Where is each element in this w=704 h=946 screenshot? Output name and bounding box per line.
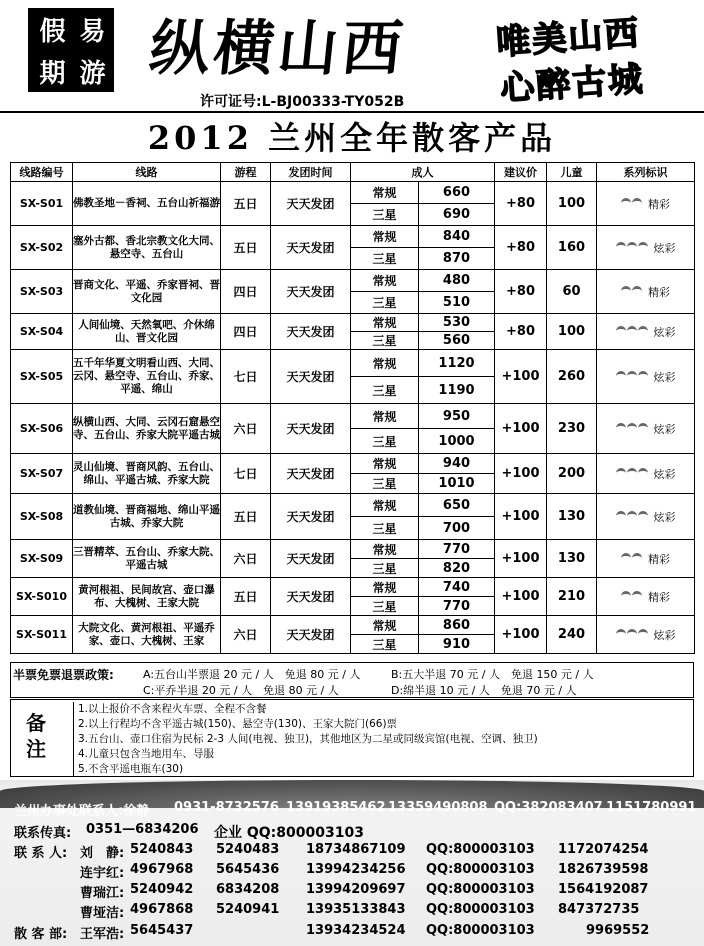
route-name: 塞外古都、香北宗教文化大同、悬空寺、五台山 xyxy=(73,226,221,270)
adult-class: 三星 xyxy=(351,332,419,350)
series-mark xyxy=(597,404,695,454)
mountain-icon xyxy=(616,371,648,382)
route-departure: 天天发团 xyxy=(271,404,351,454)
adult-class: 常规 xyxy=(351,578,419,597)
corp-qq: 企业 QQ:800003103 xyxy=(214,825,364,841)
table-row xyxy=(11,454,695,474)
child-price: 130 xyxy=(547,494,597,540)
route-days: 七日 xyxy=(221,454,271,494)
policy-label: 半票免票退票政策: xyxy=(13,668,114,682)
scatter-row xyxy=(14,923,650,942)
adult-price: 660 xyxy=(419,182,495,204)
route-name: 大院文化、黄河根祖、平遥乔家、壶口、大槐树、王家 xyxy=(73,616,221,654)
series-mark xyxy=(597,540,695,578)
route-days: 七日 xyxy=(221,350,271,404)
office-label: 兰州办事处联系人:徐静 xyxy=(14,804,150,819)
contact-mobile: 18734867109 xyxy=(306,842,406,857)
adult-price: 770 xyxy=(419,540,495,559)
child-price: 100 xyxy=(547,314,597,350)
route-days: 四日 xyxy=(221,314,271,350)
table-row xyxy=(11,226,695,248)
contact-name: 曹垭洁: xyxy=(80,906,125,921)
fax-number: 0351—6834206 xyxy=(86,822,199,837)
series-label: 炫彩 xyxy=(653,370,676,384)
route-name: 晋商文化、平遥、乔家晋祠、晋文化园 xyxy=(73,270,221,314)
header-divider xyxy=(0,111,704,113)
series-mark xyxy=(597,270,695,314)
adult-class: 三星 xyxy=(351,559,419,578)
route-code: SX-S02 xyxy=(11,226,73,270)
contact-qq2: 847372735 xyxy=(558,902,640,917)
policy-b: B:五大半退 70 元 / 人 免退 150 元 / 人 xyxy=(391,668,594,681)
badge-char: 游 xyxy=(79,58,106,89)
mountain-icon xyxy=(616,629,648,640)
suggested-price: +100 xyxy=(495,540,547,578)
series-label: 炫彩 xyxy=(653,422,676,436)
adult-class: 常规 xyxy=(351,314,419,332)
contact-tel2: 5240483 xyxy=(216,842,280,857)
series-mark xyxy=(597,616,695,654)
series-mark xyxy=(597,350,695,404)
route-code: SX-S07 xyxy=(11,454,73,494)
header xyxy=(0,0,704,110)
adult-class: 常规 xyxy=(351,350,419,377)
badge-char: 易 xyxy=(79,16,106,47)
table-row xyxy=(11,182,695,204)
route-code: SX-S08 xyxy=(11,494,73,540)
route-departure: 天天发团 xyxy=(271,226,351,270)
route-departure: 天天发团 xyxy=(271,578,351,616)
adult-price: 950 xyxy=(419,404,495,429)
office-phone: 0931-8732576 xyxy=(174,800,279,815)
route-name: 灵山仙境、晋商风韵、五台山、绵山、平遥古城、乔家大院 xyxy=(73,454,221,494)
adult-price: 1000 xyxy=(419,429,495,454)
adult-class: 三星 xyxy=(351,517,419,540)
adult-price: 1190 xyxy=(419,377,495,404)
child-price: 160 xyxy=(547,226,597,270)
suggested-price: +100 xyxy=(495,494,547,540)
adult-class: 常规 xyxy=(351,270,419,292)
scatter-qq2: 9969552 xyxy=(586,923,650,938)
suggested-price: +100 xyxy=(495,350,547,404)
series-mark xyxy=(597,226,695,270)
suggested-price: +100 xyxy=(495,578,547,616)
adult-class: 常规 xyxy=(351,404,419,429)
office-mobile: 13359490808 xyxy=(388,800,488,815)
series-label: 精彩 xyxy=(648,552,670,566)
adult-class: 常规 xyxy=(351,454,419,474)
note-line: 1.以上报价不含来程火车票、全程不含餐 xyxy=(78,703,267,715)
contact-qq: QQ:800003103 xyxy=(426,842,535,857)
mountain-icon xyxy=(621,553,642,564)
series-label: 精彩 xyxy=(648,197,670,211)
contact-footer xyxy=(0,780,704,946)
adult-price: 840 xyxy=(419,226,495,248)
route-code: SX-S05 xyxy=(11,350,73,404)
series-mark xyxy=(597,578,695,616)
adult-class: 常规 xyxy=(351,494,419,517)
contact-tel2: 6834208 xyxy=(216,882,280,897)
adult-class: 三星 xyxy=(351,248,419,270)
table-row xyxy=(11,350,695,377)
col-header-route: 线路 xyxy=(73,163,221,182)
adult-price: 860 xyxy=(419,616,495,635)
notes-list xyxy=(73,702,538,777)
child-price: 260 xyxy=(547,350,597,404)
route-days: 五日 xyxy=(221,494,271,540)
series-label: 炫彩 xyxy=(653,467,676,481)
series-mark xyxy=(597,494,695,540)
mountain-icon xyxy=(621,286,642,297)
route-code: SX-S011 xyxy=(11,616,73,654)
series-mark xyxy=(597,454,695,494)
route-departure: 天天发团 xyxy=(271,540,351,578)
col-header-series: 系列标识 xyxy=(597,163,695,182)
contact-qq: QQ:800003103 xyxy=(426,902,535,917)
ticket-policy xyxy=(10,662,694,698)
series-label: 炫彩 xyxy=(653,241,676,255)
child-price: 210 xyxy=(547,578,597,616)
scatter-qq: QQ:800003103 xyxy=(426,923,535,938)
office-qq: 1151780991 xyxy=(606,800,697,815)
contact-tel: 4967968 xyxy=(130,862,194,877)
route-departure: 天天发团 xyxy=(271,182,351,226)
route-departure: 天天发团 xyxy=(271,616,351,654)
contact-qq2: 1564192087 xyxy=(558,882,649,897)
route-name: 黄河根祖、民间故宫、壶口瀑布、大槐树、王家大院 xyxy=(73,578,221,616)
mountain-icon xyxy=(616,326,648,337)
route-name: 道教仙境、晋商福地、绵山平遥古城、乔家大院 xyxy=(73,494,221,540)
suggested-price: +100 xyxy=(495,404,547,454)
series-label: 炫彩 xyxy=(653,628,676,642)
route-departure: 天天发团 xyxy=(271,270,351,314)
series-label: 炫彩 xyxy=(653,510,676,524)
contact-name: 曹瑞江: xyxy=(80,886,125,901)
route-days: 六日 xyxy=(221,404,271,454)
mountain-icon xyxy=(616,423,648,434)
route-days: 六日 xyxy=(221,540,271,578)
contact-mobile: 13994209697 xyxy=(306,882,406,897)
notes-box xyxy=(10,699,694,777)
child-price: 60 xyxy=(547,270,597,314)
route-code: SX-S04 xyxy=(11,314,73,350)
table-row xyxy=(11,540,695,559)
route-days: 五日 xyxy=(221,578,271,616)
office-qq: QQ:382083407 xyxy=(494,800,603,815)
col-header-child: 儿童 xyxy=(547,163,597,182)
contact-qq: QQ:800003103 xyxy=(426,882,535,897)
route-days: 四日 xyxy=(221,270,271,314)
series-label: 精彩 xyxy=(648,285,670,299)
child-price: 130 xyxy=(547,540,597,578)
scatter-label: 散 客 部: xyxy=(14,927,68,942)
route-days: 六日 xyxy=(221,616,271,654)
table-row xyxy=(11,578,695,597)
route-code: SX-S09 xyxy=(11,540,73,578)
adult-price: 690 xyxy=(419,204,495,226)
route-name: 三晋精萃、五台山、乔家大院、平遥古城 xyxy=(73,540,221,578)
contact-tel: 4967868 xyxy=(130,902,194,917)
series-mark xyxy=(597,182,695,226)
mountain-icon xyxy=(621,198,642,209)
adult-class: 常规 xyxy=(351,540,419,559)
route-name: 佛教圣地－香祠、五台山祈福游 xyxy=(73,182,221,226)
policy-c: C:平乔半退 20 元 / 人 免退 80 元 / 人 xyxy=(143,684,339,697)
route-code: SX-S01 xyxy=(11,182,73,226)
scatter-name: 王军浩: xyxy=(80,927,125,942)
note-line: 2.以上行程均不含平遥古城(150)、悬空寺(130)、王家大院门(66)票 xyxy=(78,718,398,730)
contact-tel: 5240843 xyxy=(130,842,194,857)
adult-class: 三星 xyxy=(351,377,419,404)
col-header-departure: 发团时间 xyxy=(271,163,351,182)
note-line: 5.不含平遥电瓶车(30) xyxy=(78,763,184,775)
series-label: 炫彩 xyxy=(653,325,676,339)
office-contact-row xyxy=(14,800,697,819)
mountain-icon xyxy=(621,591,642,602)
contact-qq2: 1172074254 xyxy=(558,842,649,857)
adult-price: 1010 xyxy=(419,474,495,494)
contact-name: 刘 静: xyxy=(80,846,125,861)
policy-d: D:绵半退 10 元 / 人 免退 70 元 / 人 xyxy=(391,684,577,697)
suggested-price: +80 xyxy=(495,182,547,226)
adult-class: 三星 xyxy=(351,474,419,494)
route-departure: 天天发团 xyxy=(271,314,351,350)
fax-label: 联系传真: xyxy=(14,826,72,841)
contact-name: 连宇红: xyxy=(80,866,125,881)
series-mark xyxy=(597,314,695,350)
contacts-label: 联 系 人: xyxy=(14,846,68,861)
route-code: SX-S03 xyxy=(11,270,73,314)
badge-char: 假 xyxy=(39,16,66,47)
office-mobile: 13919385462 xyxy=(286,800,386,815)
route-departure: 天天发团 xyxy=(271,454,351,494)
adult-price: 700 xyxy=(419,517,495,540)
contact-qq: QQ:800003103 xyxy=(426,862,535,877)
contact-mobile: 13935133843 xyxy=(306,902,406,917)
note-line: 3.五台山、壶口住宿为民标 2-3 人间(电视、独卫)，其他地区为二星或同级宾馆(电视、空调、独卫) xyxy=(78,733,538,745)
suggested-price: +80 xyxy=(495,270,547,314)
contact-tel: 5240942 xyxy=(130,882,194,897)
adult-price: 650 xyxy=(419,494,495,517)
table-row xyxy=(11,494,695,517)
route-name: 纵横山西、大同、云冈石窟悬空寺、五台山、乔家大院平遥古城 xyxy=(73,404,221,454)
adult-class: 三星 xyxy=(351,204,419,226)
page-title: 2012 兰州全年散客产品 xyxy=(147,119,557,157)
suggested-price: +80 xyxy=(495,226,547,270)
contact-mobile: 13994234256 xyxy=(306,862,406,877)
adult-price: 770 xyxy=(419,597,495,616)
route-name: 人间仙境、天然氧吧、介休绵山、晋文化园 xyxy=(73,314,221,350)
adult-price: 510 xyxy=(419,292,495,314)
adult-class: 三星 xyxy=(351,429,419,454)
table-row xyxy=(11,314,695,332)
mountain-icon xyxy=(616,242,648,253)
child-price: 100 xyxy=(547,182,597,226)
notes-label: 备注 xyxy=(26,711,46,761)
route-code: SX-S010 xyxy=(11,578,73,616)
note-line: 4.儿童只包含当地用车、导服 xyxy=(78,748,215,760)
adult-price: 940 xyxy=(419,454,495,474)
product-table xyxy=(10,162,695,654)
contact-tel2: 5645436 xyxy=(216,862,280,877)
route-departure: 天天发团 xyxy=(271,494,351,540)
scatter-tel: 5645437 xyxy=(130,923,194,938)
col-header-code: 线路编号 xyxy=(11,163,73,182)
route-name: 五千年华夏文明看山西、大同、云冈、悬空寺、五台山、乔家、平遥、绵山 xyxy=(73,350,221,404)
route-days: 五日 xyxy=(221,182,271,226)
child-price: 240 xyxy=(547,616,597,654)
route-days: 五日 xyxy=(221,226,271,270)
child-price: 230 xyxy=(547,404,597,454)
adult-price: 530 xyxy=(419,314,495,332)
child-price: 200 xyxy=(547,454,597,494)
table-header-row xyxy=(11,163,695,182)
col-header-days: 游程 xyxy=(221,163,271,182)
adult-price: 560 xyxy=(419,332,495,350)
suggested-price: +80 xyxy=(495,314,547,350)
col-header-suggested: 建议价 xyxy=(495,163,547,182)
col-header-adult: 成人 xyxy=(351,163,495,182)
series-label: 精彩 xyxy=(648,590,670,604)
table-row xyxy=(11,616,695,635)
slogan-line-1: 唯美山西 xyxy=(495,13,642,64)
holiday-badge xyxy=(28,8,114,92)
adult-class: 常规 xyxy=(351,616,419,635)
adult-class: 常规 xyxy=(351,182,419,204)
policy-a: A:五台山半票退 20 元 / 人 免退 80 元 / 人 xyxy=(143,668,361,681)
adult-price: 740 xyxy=(419,578,495,597)
license-number: 许可证号:L-BJ00333-TY052B xyxy=(200,94,405,110)
adult-price: 820 xyxy=(419,559,495,578)
adult-price: 480 xyxy=(419,270,495,292)
table-row xyxy=(11,270,695,292)
fax-row xyxy=(14,822,364,841)
contact-tel2: 5240941 xyxy=(216,902,280,917)
route-code: SX-S06 xyxy=(11,404,73,454)
table-row xyxy=(11,404,695,429)
badge-char: 期 xyxy=(39,58,66,89)
route-departure: 天天发团 xyxy=(271,350,351,404)
mountain-icon xyxy=(616,511,648,522)
adult-class: 常规 xyxy=(351,226,419,248)
adult-class: 三星 xyxy=(351,635,419,654)
brand-title: 纵横山西 xyxy=(146,14,410,84)
scatter-mobile: 13934234524 xyxy=(306,923,406,938)
mountain-icon xyxy=(616,468,648,479)
adult-price: 1120 xyxy=(419,350,495,377)
suggested-price: +100 xyxy=(495,616,547,654)
adult-class: 三星 xyxy=(351,597,419,616)
adult-price: 910 xyxy=(419,635,495,654)
contact-qq2: 1826739598 xyxy=(558,862,649,877)
adult-class: 三星 xyxy=(351,292,419,314)
slogan-line-2: 心醉古城 xyxy=(499,59,646,110)
suggested-price: +100 xyxy=(495,454,547,494)
adult-price: 870 xyxy=(419,248,495,270)
